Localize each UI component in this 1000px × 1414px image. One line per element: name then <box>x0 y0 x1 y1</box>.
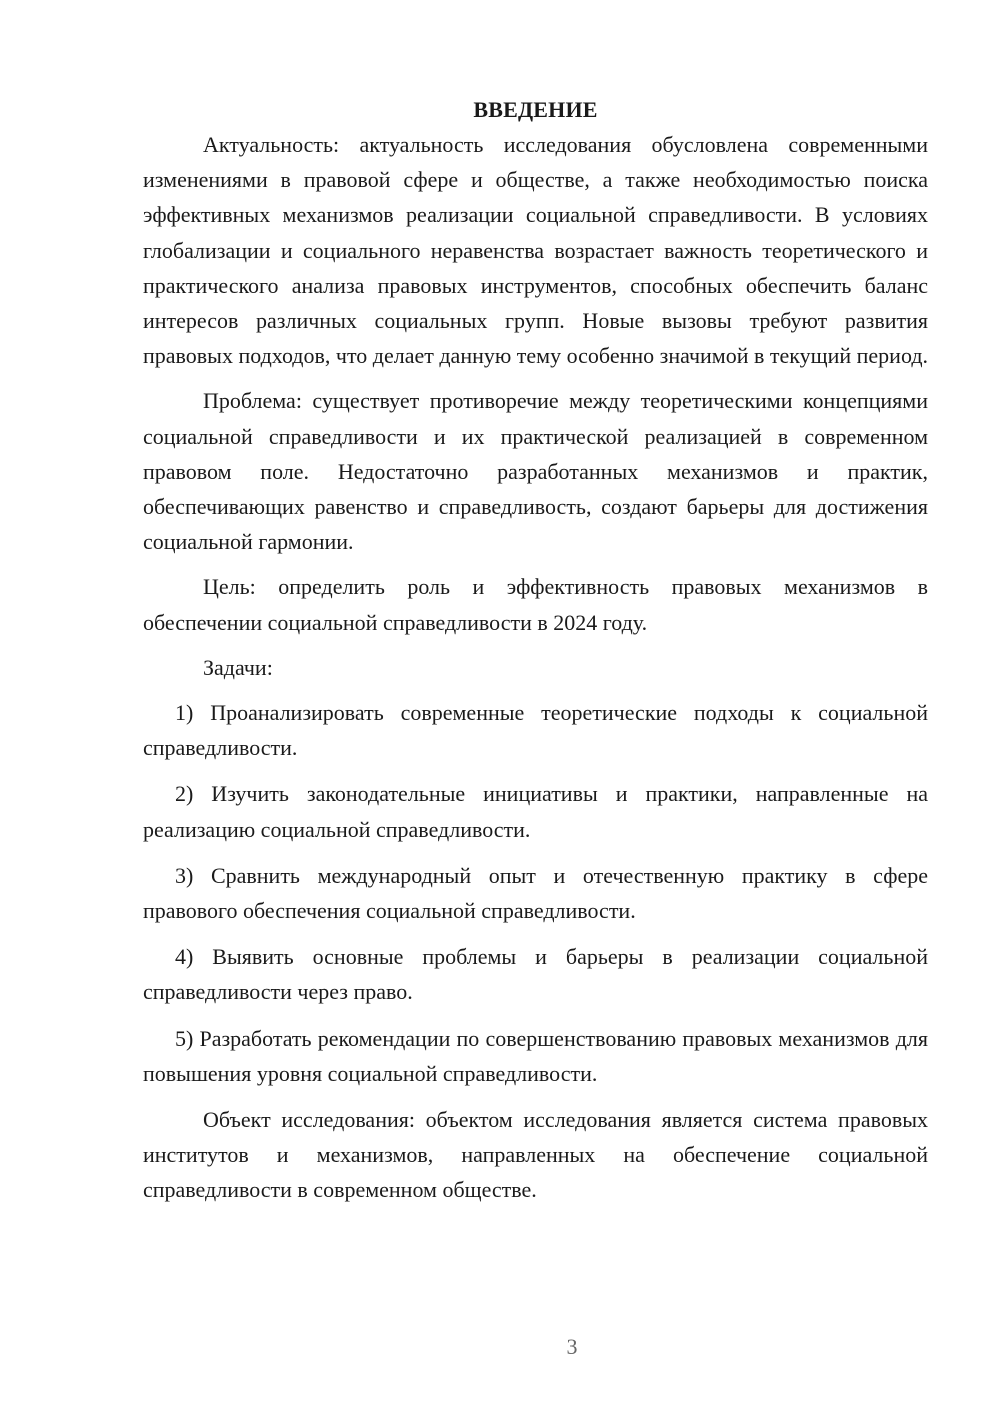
problem-paragraph: Проблема: существует противоречие между теоретическими концепциями социальной справедливости и их практической реализацией в современном правовом поле. Недостаточно разработанных механизмов и практик, обеспечивающих равенство и справедливость, создают барьеры для достижения социальной гармонии. <box>143 388 928 555</box>
page-number: 3 <box>566 1334 578 1359</box>
task-item-3: 3) Сравнить международный опыт и отечественную практику в сфере правового обеспечения социальной справедливости. <box>143 862 928 924</box>
task-item-2: 2) Изучить законодательные инициативы и практики, направленные на реализацию социальной справедливости. <box>143 781 928 842</box>
document-page <box>143 92 928 1208</box>
page-title: ВВЕДЕНИЕ <box>473 97 598 122</box>
object-paragraph: Объект исследования: объектом исследования является система правовых институтов и механизмов, направленных на обеспечение социальной справедливости в современном обществе. <box>143 1107 928 1203</box>
tasks-heading: Задачи: <box>203 654 273 680</box>
task-item-5: 5) Разработать рекомендации по совершенствованию правовых механизмов для повышения уровня социальной справедливости. <box>143 1025 928 1086</box>
goal-paragraph: Цель: определить роль и эффективность правовых механизмов в обеспечении социальной справедливости в 2024 году. <box>143 574 928 635</box>
relevance-paragraph: Актуальность: актуальность исследования обусловлена современными изменениями в правовой сфере и обществе, а также необходимостью поиска эффективных механизмов реализации социальной справедливости. В условиях глобализации и социального неравенства возрастает важность теоретического и практического анализа правовых инструментов, способных обеспечить баланс интересов различных социальных групп. Новые вызовы требуют развития правовых подходов, что делает данную тему особенно значимой в текущий период. <box>143 132 929 369</box>
task-item-1: 1) Проанализировать современные теоретические подходы к социальной справедливости. <box>143 700 928 761</box>
task-item-4: 4) Выявить основные проблемы и барьеры в реализации социальной справедливости через право. <box>143 944 928 1005</box>
